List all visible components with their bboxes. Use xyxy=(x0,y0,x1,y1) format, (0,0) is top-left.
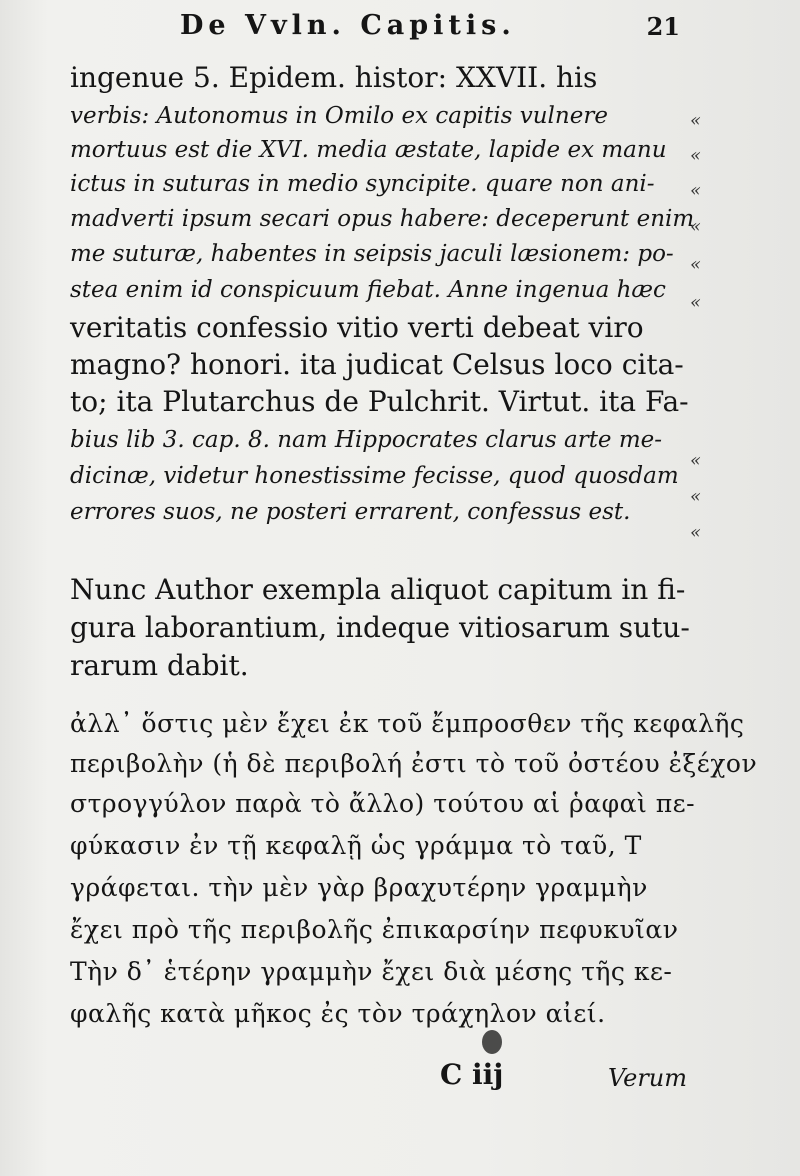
quote-mark: « xyxy=(690,292,702,313)
greek-line: φύκασιν ἐν τῇ κεφαλῇ ὡς γράμμα τὸ ταῦ, Τ xyxy=(70,831,642,860)
greek-line: περιβολὴν (ἡ δὲ περιβολή ἐστι τὸ τοῦ ὀστέου ἐξέχον xyxy=(70,749,758,778)
greek-line: ἔχει πρὸ τῆς περιβολῆς ἐπικαρσίην πεφυκυῖαν xyxy=(70,915,679,944)
text-line: me suturæ, habentes in seipsis jaculi læsionem: po- xyxy=(70,241,674,267)
quote-mark: « xyxy=(690,110,702,131)
text-line: gura laborantium, indeque vitiosarum sutu- xyxy=(70,611,690,644)
text-line: dicinæ, videtur honestissime fecisse, quod quosdam xyxy=(70,463,679,489)
quote-mark: « xyxy=(690,450,702,471)
text-line: bius lib 3. cap. 8. nam Hippocrates clarus arte me- xyxy=(70,427,663,453)
text-line: verbis: Autonomus in Omilo ex capitis vulnere xyxy=(70,103,608,129)
text-line: to; ita Plutarchus de Pulchrit. Virtut. ita Fa- xyxy=(70,385,689,418)
greek-line: στρογγύλον παρὰ τὸ ἄλλο) τούτου αἱ ῥαφαὶ πε- xyxy=(70,789,696,818)
ink-blot xyxy=(482,1030,502,1054)
text-line: Nunc Author exempla aliquot capitum in fi- xyxy=(70,573,686,606)
greek-line: γράφεται. τὴν μὲν γὰρ βραχυτέρην γραμμὴν xyxy=(70,873,648,902)
text-line: madverti ipsum secari opus habere: deceperunt enim xyxy=(70,206,695,232)
text-line: stea enim id conspicuum fiebat. Anne ingenua hæc xyxy=(70,277,666,303)
text-line: rarum dabit. xyxy=(70,649,249,682)
quote-mark: « xyxy=(690,254,702,275)
page-number: 21 xyxy=(646,12,680,41)
text-line: veritatis confessio vitio verti debeat viro xyxy=(70,311,644,344)
quote-mark: « xyxy=(690,216,702,237)
text-line: ingenue 5. Epidem. histor: XXVII. his xyxy=(70,61,598,94)
signature-mark: C iij xyxy=(440,1058,504,1091)
quote-mark: « xyxy=(690,486,702,507)
text-line: mortuus est die XVI. media æstate, lapide ex manu xyxy=(70,137,667,163)
greek-line: Τὴν δ᾽ ἑτέρην γραμμὴν ἔχει διὰ μέσης τῆς κε- xyxy=(70,957,673,986)
text-line: ictus in suturas in medio syncipite. quare non ani- xyxy=(70,171,655,197)
page-header xyxy=(180,10,680,50)
greek-line: φαλῆς κατὰ μῆκος ἐς τὸν τράχηλον αἰεί. xyxy=(70,999,606,1028)
quote-mark: « xyxy=(690,145,702,166)
running-head: De Vvln. Capitis. xyxy=(180,10,516,41)
greek-line: ἀλλ᾽ ὅστις μὲν ἔχει ἐκ τοῦ ἔμπροσθεν τῆς κεφαλῆς xyxy=(70,709,745,738)
quote-mark: « xyxy=(690,522,702,543)
text-line: magno? honori. ita judicat Celsus loco cita- xyxy=(70,348,684,381)
text-line: errores suos, ne posteri errarent, confessus est. xyxy=(70,499,631,525)
catchword: Verum xyxy=(608,1064,688,1092)
quote-mark: « xyxy=(690,180,702,201)
